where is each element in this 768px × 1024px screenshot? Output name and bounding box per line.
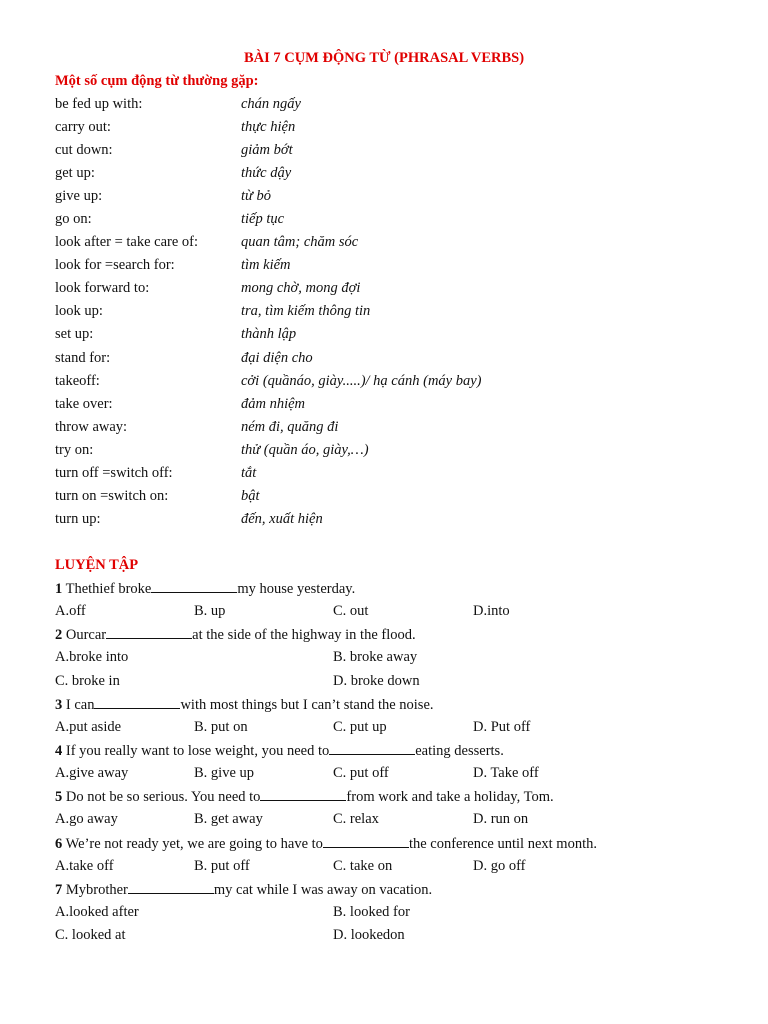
question-text-before: If you really want to lose weight, you need to	[62, 742, 330, 759]
option-d: D. broke down	[333, 672, 420, 689]
vocab-meaning: thực hiện	[241, 119, 296, 136]
vocab-row	[55, 95, 715, 118]
option-b: B. put off	[194, 857, 250, 874]
vocab-row	[55, 302, 715, 325]
vocab-meaning: thức dậy	[241, 165, 292, 182]
vocab-row	[55, 510, 715, 533]
vocab-meaning: bật	[241, 487, 260, 504]
vocab-row	[55, 118, 715, 141]
vocab-term: look forward to:	[55, 280, 150, 297]
vocab-row	[55, 349, 715, 372]
question-number: 7	[55, 881, 63, 898]
question-prompt	[55, 787, 735, 810]
question-number: 3	[55, 696, 63, 713]
vocab-meaning: chán ngấy	[241, 96, 301, 112]
vocab-meaning: quan tâm; chăm sóc	[241, 234, 359, 251]
vocab-row	[55, 233, 715, 256]
vocab-row	[55, 395, 715, 418]
question-text-after: my house yesterday.	[237, 581, 356, 597]
option-a: A.off	[55, 603, 86, 620]
vocab-meaning: mong chờ, mong đợi	[241, 280, 361, 297]
option-b: B. put on	[194, 718, 248, 735]
vocab-meaning: thử (quần áo, giày,…)	[241, 441, 369, 458]
question-prompt	[55, 834, 735, 857]
vocab-meaning: từ bỏ	[241, 188, 272, 205]
option-c: C. relax	[333, 811, 379, 828]
option-b: B. get away	[194, 811, 263, 828]
question-number: 2	[55, 627, 63, 644]
vocab-meaning: tìm kiếm	[241, 257, 291, 274]
vocab-meaning: giảm bớt	[241, 142, 293, 159]
option-b: B. up	[194, 603, 226, 620]
option-d: D. lookedon	[333, 927, 405, 944]
vocab-term: turn off =switch off:	[55, 464, 173, 481]
answer-blank	[260, 787, 346, 801]
option-c: C. take on	[333, 857, 393, 874]
answer-blank	[151, 579, 237, 593]
vocab-term: look after = take care of:	[55, 234, 199, 251]
question-options	[55, 903, 735, 926]
question-prompt	[55, 741, 735, 764]
question-options	[55, 857, 735, 880]
question-text-after: the conference until next month.	[408, 835, 597, 852]
option-b: B. looked for	[333, 903, 410, 920]
vocab-term: give up:	[55, 188, 103, 205]
vocab-row	[55, 210, 715, 233]
option-b: B. give up	[194, 765, 255, 782]
option-c: C. looked at	[55, 927, 126, 944]
vocab-term: takeoff:	[55, 372, 100, 389]
vocab-row	[55, 441, 715, 464]
question-number: 5	[55, 789, 63, 806]
vocab-term: turn up:	[55, 510, 101, 527]
vocab-term: try on:	[55, 441, 94, 458]
question-text-before: Ourcar	[62, 627, 107, 644]
option-d: D. go off	[473, 857, 526, 874]
question-text-after: from work and take a holiday, Tom.	[346, 789, 554, 806]
option-a: A.take off	[55, 857, 114, 874]
question-text-before: Mybrother	[62, 881, 128, 898]
vocab-term: cut down:	[55, 142, 113, 159]
vocab-term: carry out:	[55, 119, 111, 136]
vocab-row	[55, 187, 715, 210]
question-prompt	[55, 695, 735, 718]
question-options	[55, 672, 735, 695]
option-d: D.into	[473, 603, 510, 620]
vocab-meaning: đảm nhiệm	[241, 395, 306, 412]
vocab-row	[55, 418, 715, 441]
vocab-row	[55, 279, 715, 302]
vocab-meaning: đại diện cho	[241, 349, 313, 366]
option-b: B. broke away	[333, 649, 418, 666]
question-options	[55, 648, 735, 671]
question-number: 4	[55, 742, 63, 759]
question-options	[55, 926, 735, 949]
question-text-before: We’re not ready yet, we are going to have to	[62, 835, 323, 852]
vocab-term: set up:	[55, 326, 94, 343]
vocab-term: stand for:	[55, 349, 111, 366]
vocab-meaning: thành lập	[241, 326, 297, 343]
question-text-after: eating desserts.	[415, 742, 504, 759]
vocab-meaning: tra, tìm kiếm thông tin	[241, 303, 371, 320]
vocab-row	[55, 487, 715, 510]
vocab-row	[55, 464, 715, 487]
vocab-row	[55, 372, 715, 395]
option-c: C. put off	[333, 765, 389, 782]
vocabulary-subtitle: Một số cụm động từ thường gặp:	[55, 73, 259, 89]
vocab-meaning: tắt	[241, 464, 257, 481]
vocab-term: be fed up with:	[55, 96, 143, 112]
vocab-row	[55, 141, 715, 164]
question-options	[55, 810, 735, 833]
option-a: A.go away	[55, 811, 118, 828]
practice-questions	[55, 579, 735, 949]
vocab-meaning: tiếp tục	[241, 211, 285, 228]
option-c: C. put up	[333, 718, 387, 735]
question-text-after: at the side of the highway in the flood.	[192, 627, 416, 644]
option-a: A.put aside	[55, 718, 122, 735]
vocab-term: throw away:	[55, 418, 128, 435]
question-prompt	[55, 579, 735, 602]
question-number: 1	[55, 581, 63, 597]
vocab-term: take over:	[55, 395, 113, 412]
question-text-after: my cat while I was away on vacation.	[213, 881, 433, 898]
answer-blank	[94, 695, 180, 709]
vocabulary-list	[55, 95, 715, 533]
question-options	[55, 718, 735, 741]
vocab-term: go on:	[55, 211, 92, 228]
question-number: 6	[55, 835, 63, 852]
vocab-meaning: cởi (quầnáo, giày.....)/ hạ cánh (máy bay)	[241, 372, 482, 389]
option-a: A.give away	[55, 765, 129, 782]
option-d: D. Put off	[473, 718, 531, 735]
vocab-row	[55, 325, 715, 348]
practice-heading: LUYỆN TẬP	[55, 557, 139, 573]
vocab-term: get up:	[55, 165, 95, 182]
question-prompt	[55, 625, 735, 648]
option-d: D. run on	[473, 811, 529, 828]
vocab-term: turn on =switch on:	[55, 487, 169, 504]
option-c: C. broke in	[55, 672, 120, 689]
vocab-meaning: ném đi, quăng đi	[241, 418, 339, 435]
question-options	[55, 602, 735, 625]
question-text-before: I can	[62, 696, 95, 713]
vocab-meaning: đến, xuất hiện	[241, 510, 323, 527]
question-prompt	[55, 880, 735, 903]
answer-blank	[323, 834, 409, 848]
page-title: BÀI 7 CỤM ĐỘNG TỪ (PHRASAL VERBS)	[243, 50, 525, 66]
vocab-row	[55, 256, 715, 279]
option-c: C. out	[333, 603, 369, 620]
question-options	[55, 764, 735, 787]
vocab-row	[55, 164, 715, 187]
question-text-before: Thethief broke	[62, 581, 152, 597]
vocab-term: look for =search for:	[55, 257, 175, 274]
option-d: D. Take off	[473, 765, 539, 782]
answer-blank	[329, 741, 415, 755]
question-text-after: with most things but I can’t stand the noise.	[180, 696, 434, 713]
question-text-before: Do not be so serious. You need to	[62, 789, 261, 806]
answer-blank	[106, 625, 192, 639]
answer-blank	[128, 880, 214, 894]
option-a: A.broke into	[55, 649, 129, 666]
option-a: A.looked after	[55, 903, 139, 920]
vocab-term: look up:	[55, 303, 103, 320]
